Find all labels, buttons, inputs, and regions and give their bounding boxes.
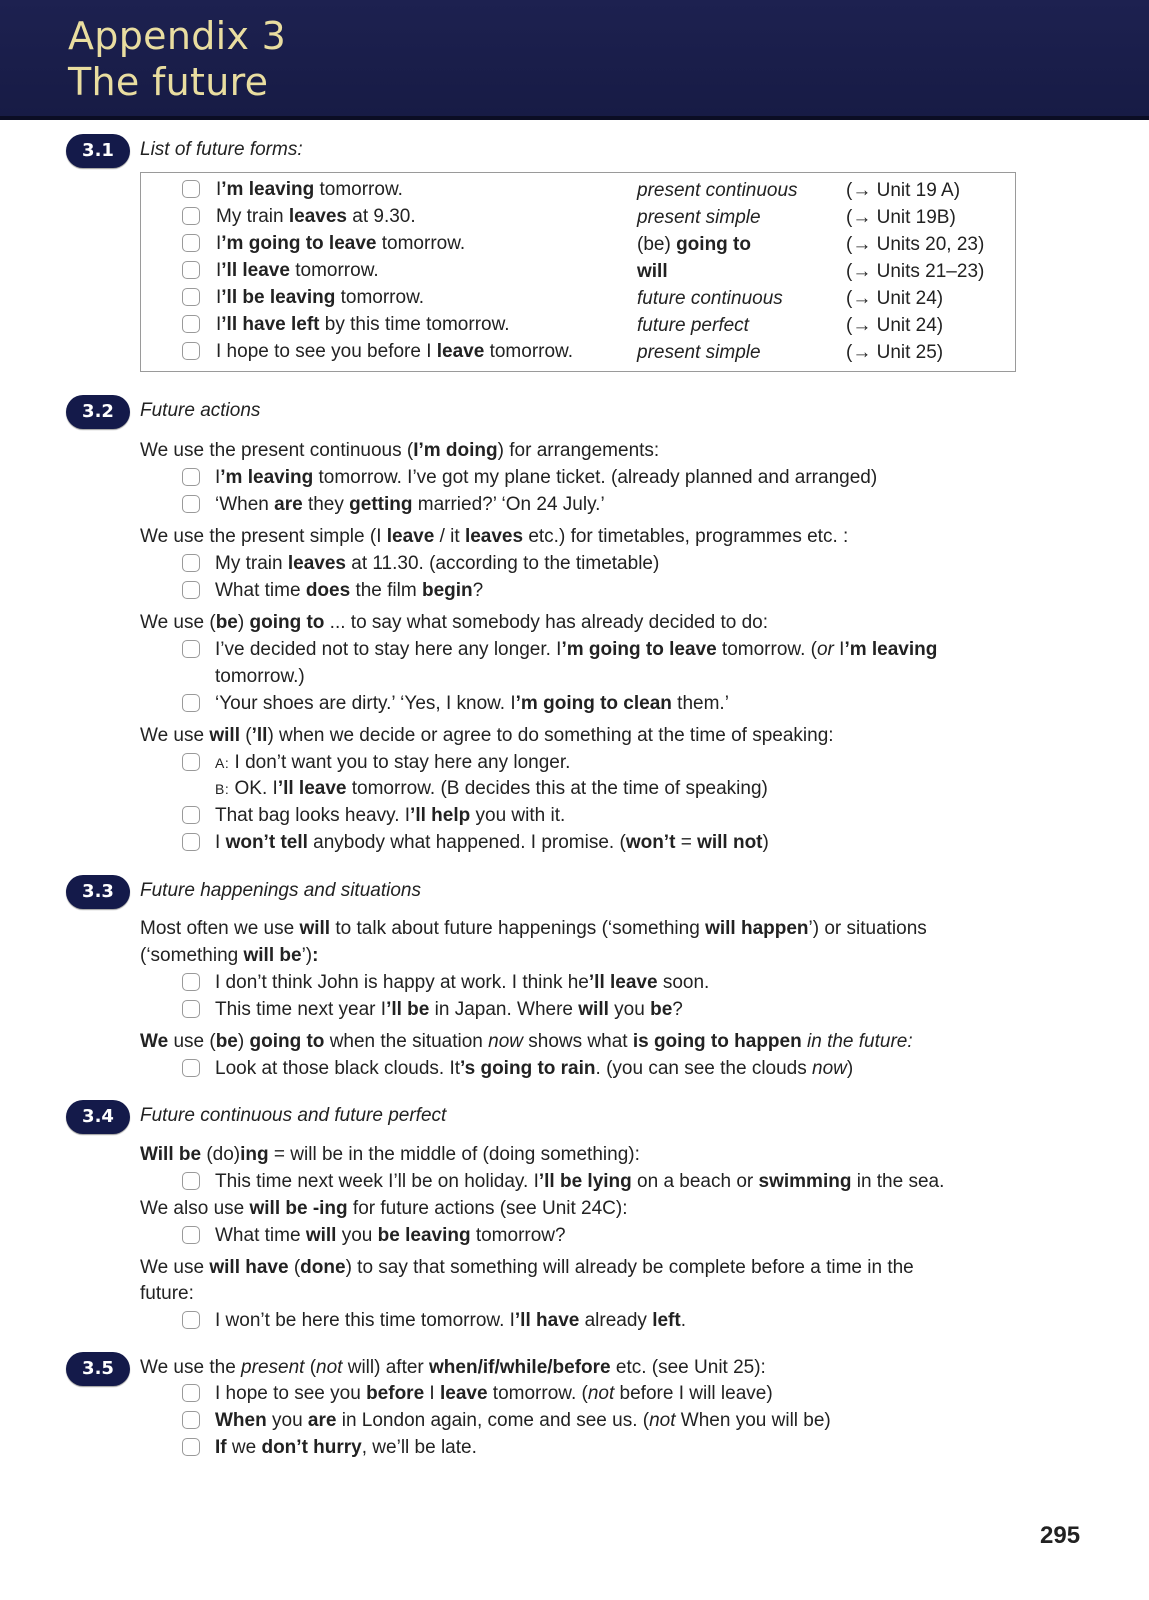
section-badge-3-1: 3.1 [66, 134, 130, 168]
table-cell-unit: (→ Unit 19B) [846, 207, 956, 228]
table-row: I’ll leave tomorrow. [182, 258, 379, 284]
example-dialogue-b: B: OK. I’ll leave tomorrow. (B decides this at the time of speaking) [215, 778, 768, 799]
checkbox-icon [182, 554, 200, 572]
explanation-paragraph: We use (be) going to when the situation now shows what is going to happen in the future: [140, 1031, 913, 1052]
example-sentence: This time next week I’ll be on holiday. I’ll be lying on a beach or swimming in the sea. [182, 1169, 944, 1195]
section-badge-3-5: 3.5 [66, 1352, 130, 1386]
example-sentence: I won’t be here this time tomorrow. I’ll have already left. [182, 1308, 686, 1334]
example-sentence: I hope to see you before I leave tomorrow. (not before I will leave) [182, 1381, 773, 1407]
example-sentence: This time next year I’ll be in Japan. Where will you be? [182, 997, 683, 1023]
table-row: I’ll be leaving tomorrow. [182, 285, 424, 311]
checkbox-icon [182, 1438, 200, 1456]
checkbox-icon [182, 806, 200, 824]
table-row: I’ll have left by this time tomorrow. [182, 312, 510, 338]
section-title-3-2: Future actions [140, 400, 261, 421]
table-cell-form: will [637, 261, 668, 282]
checkbox-icon [182, 833, 200, 851]
explanation-paragraph: We use (be) going to ... to say what somebody has already decided to do: [140, 612, 769, 633]
example-sentence: ‘When are they getting married?’ ‘On 24 July.’ [182, 492, 605, 518]
explanation-paragraph: We use the present simple (I leave / it leaves etc.) for timetables, programmes etc. : [140, 526, 849, 547]
table-cell-unit: (→ Unit 25) [846, 342, 944, 363]
appendix-title: Appendix 3 [68, 14, 287, 58]
checkbox-icon [182, 1384, 200, 1402]
checkbox-icon [182, 1172, 200, 1190]
section-badge-3-2: 3.2 [66, 395, 130, 429]
checkbox-icon [182, 207, 200, 225]
table-row: My train leaves at 9.30. [182, 204, 416, 230]
example-sentence: That bag looks heavy. I’ll help you with it. [182, 803, 565, 829]
example-sentence: If we don’t hurry, we’ll be late. [182, 1435, 477, 1461]
example-sentence: I don’t think John is happy at work. I think he’ll leave soon. [182, 970, 709, 996]
checkbox-icon [182, 581, 200, 599]
table-cell-form: present simple [637, 342, 761, 363]
example-sentence: When you are in London again, come and see us. (not When you will be) [182, 1408, 831, 1434]
example-sentence: ‘Your shoes are dirty.’ ‘Yes, I know. I’m going to clean them.’ [182, 691, 729, 717]
table-cell-unit: (→ Unit 24) [846, 288, 944, 309]
checkbox-icon [182, 1000, 200, 1018]
table-cell-form: (be) going to [637, 234, 751, 255]
table-cell-unit: (→ Unit 19 A) [846, 180, 961, 201]
table-cell-unit: (→ Units 20, 23) [846, 234, 985, 255]
example-sentence: I’m leaving tomorrow. I’ve got my plane ticket. (already planned and arranged) [182, 465, 877, 491]
section-badge-3-4: 3.4 [66, 1100, 130, 1134]
checkbox-icon [182, 342, 200, 360]
section-title-3-1: List of future forms: [140, 139, 303, 160]
checkbox-icon [182, 261, 200, 279]
checkbox-icon [182, 973, 200, 991]
checkbox-icon [182, 468, 200, 486]
table-cell-form: present continuous [637, 180, 798, 201]
explanation-paragraph: We use the present (not will) after when/if/while/before etc. (see Unit 25): [140, 1357, 766, 1378]
checkbox-icon [182, 1411, 200, 1429]
page-header [0, 0, 1149, 120]
table-cell-form: future perfect [637, 315, 749, 336]
explanation-paragraph: We use will have (done) to say that something will already be complete before a time in the [140, 1257, 914, 1278]
table-cell-form: present simple [637, 207, 761, 228]
table-cell-form: future continuous [637, 288, 783, 309]
section-badge-3-3: 3.3 [66, 875, 130, 909]
explanation-paragraph: Will be (do)ing = will be in the middle of (doing something): [140, 1144, 640, 1165]
explanation-paragraph-continued: (‘something will be’): [140, 945, 319, 966]
explanation-paragraph-continued: future: [140, 1283, 194, 1304]
example-sentence: I won’t tell anybody what happened. I promise. (won’t = will not) [182, 830, 769, 856]
page-number: 295 [1040, 1522, 1081, 1549]
checkbox-icon [182, 234, 200, 252]
explanation-paragraph: We use the present continuous (I’m doing) for arrangements: [140, 440, 660, 461]
example-sentence: I’ve decided not to stay here any longer. I’m going to leave tomorrow. (or I’m leaving [182, 637, 937, 663]
table-cell-unit: (→ Unit 24) [846, 315, 944, 336]
checkbox-icon [182, 640, 200, 658]
checkbox-icon [182, 1226, 200, 1244]
example-sentence: What time will you be leaving tomorrow? [182, 1223, 566, 1249]
section-title-3-4: Future continuous and future perfect [140, 1105, 447, 1126]
section-title-3-3: Future happenings and situations [140, 880, 421, 901]
checkbox-icon [182, 1059, 200, 1077]
example-dialogue-a: A: I don’t want you to stay here any longer. [182, 750, 570, 776]
checkbox-icon [182, 753, 200, 771]
checkbox-icon [182, 694, 200, 712]
table-row: I’m going to leave tomorrow. [182, 231, 465, 257]
table-row: I’m leaving tomorrow. [182, 177, 403, 203]
checkbox-icon [182, 315, 200, 333]
checkbox-icon [182, 1311, 200, 1329]
example-sentence: Look at those black clouds. It’s going to rain. (you can see the clouds now) [182, 1056, 853, 1082]
explanation-paragraph: We also use will be -ing for future actions (see Unit 24C): [140, 1198, 628, 1219]
table-cell-unit: (→ Units 21–23) [846, 261, 985, 282]
explanation-paragraph: Most often we use will to talk about future happenings (‘something will happen’) or situations [140, 918, 927, 939]
explanation-paragraph: We use will (’ll) when we decide or agree to do something at the time of speaking: [140, 725, 834, 746]
example-sentence: My train leaves at 11.30. (according to the timetable) [182, 551, 659, 577]
example-sentence-continued: tomorrow.) [215, 666, 305, 687]
table-row: I hope to see you before I leave tomorrow. [182, 339, 573, 365]
checkbox-icon [182, 288, 200, 306]
example-sentence: What time does the film begin? [182, 578, 483, 604]
checkbox-icon [182, 180, 200, 198]
checkbox-icon [182, 495, 200, 513]
appendix-subtitle: The future [68, 60, 269, 104]
